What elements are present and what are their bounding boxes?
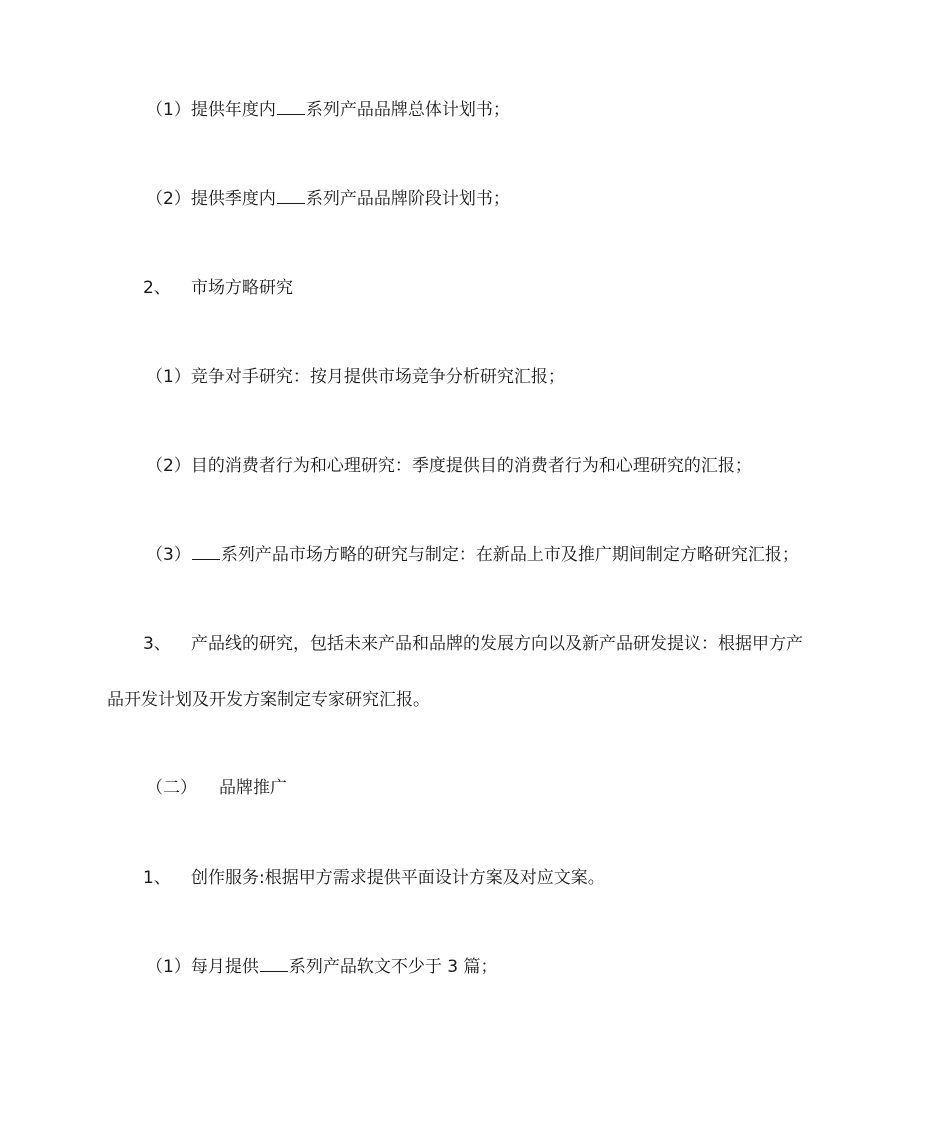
fill-in-blank: [277, 98, 305, 115]
item-text-post: 系列产品市场方略的研究与制定：在新品上市及推广期间制定方略研究汇报；: [220, 545, 799, 565]
item-text-pre: 每月提供: [190, 957, 259, 977]
item-number: （2）: [146, 456, 191, 476]
item-text-pre: 提供年度内: [190, 100, 276, 120]
item-text-pre: 提供季度内: [190, 189, 276, 209]
item-text: 目的消费者行为和心理研究：季度提供目的消费者行为和心理研究的汇报；: [190, 456, 752, 476]
item-text: 产品线的研究，包括未来产品和品牌的发展方向以及新产品研发提议：根据甲方产: [191, 634, 803, 654]
section-heading-3-continuation: [107, 688, 430, 712]
item-number: （二）: [146, 778, 197, 798]
item-number: （3）: [146, 545, 191, 565]
section-heading-2: [143, 276, 293, 300]
item-text: 竞争对手研究：按月提供市场竞争分析研究汇报；: [190, 367, 565, 387]
item-number: （1）: [146, 100, 191, 120]
paragraph-2-2: [146, 454, 752, 478]
item-text: 品牌推广: [219, 778, 287, 798]
section-heading-er: [146, 776, 287, 800]
fill-in-blank: [277, 187, 305, 204]
item-text: 市场方略研究: [191, 278, 293, 298]
item-number: （1）: [146, 367, 191, 387]
paragraph-b1-1: [146, 955, 497, 979]
item-number: （1）: [146, 957, 191, 977]
item-text-continuation: 品开发计划及开发方案制定专家研究汇报。: [107, 690, 430, 710]
paragraph-2-3: [146, 543, 799, 567]
fill-in-blank: [192, 543, 220, 560]
paragraph-1-2: [146, 187, 510, 211]
item-number: 3、: [143, 634, 171, 654]
fill-in-blank: [260, 955, 288, 972]
item-number: 1、: [143, 868, 171, 888]
item-number: 2、: [143, 278, 171, 298]
item-text-post: 系列产品软文不少于 3 篇；: [288, 957, 498, 977]
paragraph-2-1: [146, 365, 565, 389]
section-heading-3: [143, 632, 803, 656]
item-number: （2）: [146, 189, 191, 209]
section-heading-1: [143, 866, 605, 890]
paragraph-1-1: [146, 98, 510, 122]
item-text: 创作服务:根据甲方需求提供平面设计方案及对应文案。: [191, 868, 605, 888]
item-text-post: 系列产品品牌总体计划书；: [305, 100, 510, 120]
item-text-post: 系列产品品牌阶段计划书；: [305, 189, 510, 209]
